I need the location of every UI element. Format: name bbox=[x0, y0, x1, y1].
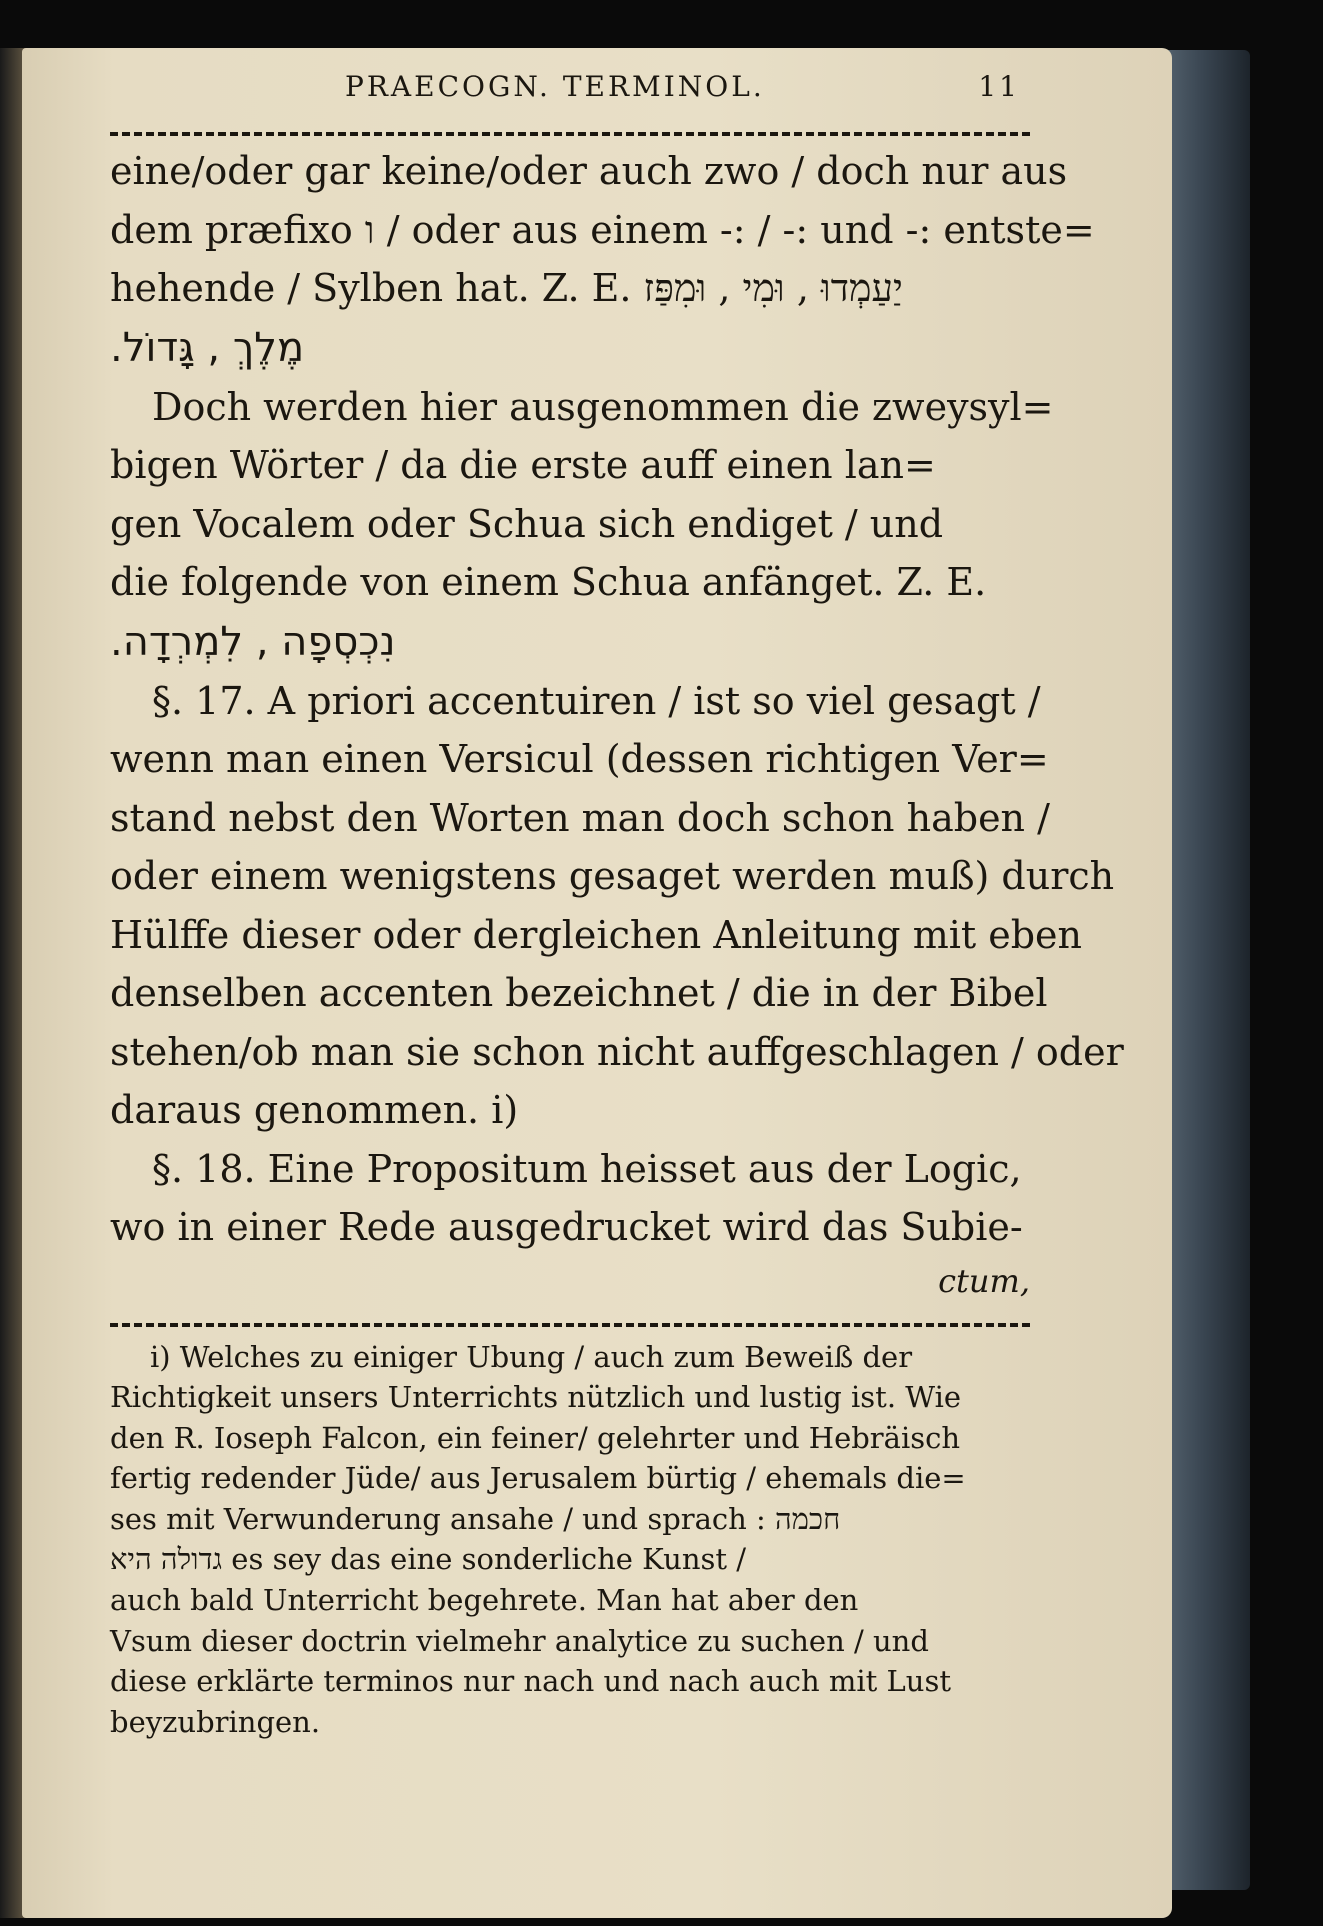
body-line: bigen Wörter / da die erste auff einen lan= bbox=[110, 443, 936, 487]
footnote-line: den R. Ioseph Falcon, ein feiner/ gelehrter und Hebräisch bbox=[110, 1420, 961, 1455]
footnote-line: Richtigkeit unsers Unterrichts nützlich und lustig ist. Wie bbox=[110, 1380, 962, 1415]
body-line: stand nebst den Worten man doch schon haben / bbox=[110, 795, 1050, 840]
body-line: denselben accenten bezeichnet / die in der Bibel bbox=[110, 971, 1048, 1015]
footnote-line: Vsum dieser doctrin vielmehr analytice zu suchen / und bbox=[110, 1623, 929, 1658]
body-line: gen Vocalem oder Schua sich endiget / und bbox=[110, 501, 944, 546]
body-line: wo in einer Rede ausgedrucket wird das Subie- bbox=[110, 1205, 1023, 1249]
body-line: hehende / Sylben hat. Z. E. יַעַמְדוּ , וּמִי , וּמִפַּז bbox=[110, 266, 903, 310]
footnote-line: ses mit Verwunderung ansahe / und sprach : חכמה bbox=[110, 1501, 841, 1536]
running-title: PRAECOGN. TERMINOL. bbox=[345, 70, 765, 103]
footnote-line: auch bald Unterricht begehrete. Man hat aber den bbox=[110, 1583, 859, 1618]
body-line: die folgende von einem Schua anfänget. Z. E. bbox=[110, 560, 987, 604]
page-content bbox=[110, 70, 1124, 1742]
body-line: oder einem wenigstens gesaget werden muß) durch bbox=[110, 854, 1115, 898]
body-line: Doch werden hier ausgenommen die zweysyl= bbox=[152, 384, 1054, 429]
footnote-line: גדולה היא es sey das eine sonderliche Kunst / bbox=[110, 1542, 747, 1577]
page-number: 11 bbox=[978, 70, 1020, 103]
body-line: stehen/ob man sie schon nicht auffgeschlagen / oder bbox=[110, 1029, 1124, 1074]
footnote-rule bbox=[110, 1323, 1030, 1327]
footnote-line: i) Welches zu einiger Ubung / auch zum Beweiß der bbox=[150, 1339, 913, 1374]
body-line: Hülffe dieser oder dergleichen Anleitung mit eben bbox=[110, 912, 1083, 957]
section-18-line: §. 18. Eine Propositum heisset aus der Logic, bbox=[152, 1146, 1022, 1191]
footnote bbox=[110, 1337, 1030, 1743]
footnote-line: fertig redender Jüde/ aus Jerusalem bürtig / ehemals die= bbox=[110, 1461, 966, 1496]
footnote-line: beyzubringen. bbox=[110, 1704, 321, 1739]
body-line: eine/oder gar keine/oder auch zwo / doch nur aus bbox=[110, 149, 1068, 193]
section-17-line: §. 17. A priori accentuiren / ist so viel gesagt / bbox=[152, 678, 1041, 723]
footnote-line: diese erklärte terminos nur nach und nach auch mit Lust bbox=[110, 1664, 952, 1699]
header-rule bbox=[110, 132, 1030, 136]
hebrew-line: מֶלֶךְ , גָּדוֹל. bbox=[110, 324, 305, 371]
catchword: ctum, bbox=[938, 1261, 1030, 1300]
hebrew-line: נִכְסְפָה , לִמְרְדָה. bbox=[110, 618, 396, 665]
body-text bbox=[110, 142, 1124, 1305]
running-head bbox=[110, 70, 1030, 120]
body-line: daraus genommen. i) bbox=[110, 1088, 519, 1132]
body-line: wenn man einen Versicul (dessen richtigen Ver= bbox=[110, 737, 1049, 781]
body-line: dem præfixo ו / oder aus einem -: / -: und -: entste= bbox=[110, 207, 1095, 252]
